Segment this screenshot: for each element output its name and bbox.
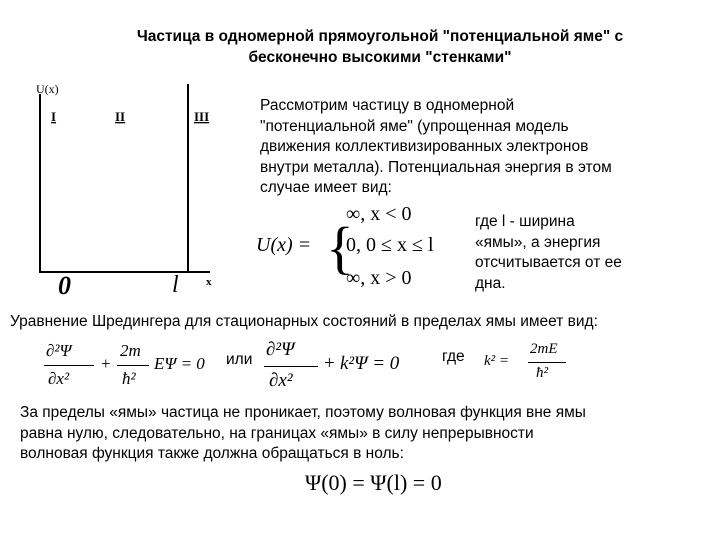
eq2-fraction-bar: [264, 366, 318, 367]
intro-line-1: Рассмотрим частицу в одномерной: [260, 97, 515, 114]
title-line-2: бесконечно высокими "стенками": [248, 49, 512, 66]
potential-case-1: ∞, x < 0: [346, 203, 412, 225]
boundary-line-2: равна нулю, следовательно, на границах «ямы» в силу непрерывности: [20, 424, 534, 442]
potential-case-2: 0, 0 ≤ x ≤ l: [346, 234, 434, 256]
origin-label: 0: [58, 271, 71, 300]
eq1-numerator-1: ∂²Ψ: [46, 341, 72, 360]
region-label-3: III: [194, 109, 210, 124]
eq1-plus: +: [101, 354, 111, 373]
eq1-denominator-1: ∂x²: [48, 369, 70, 388]
x-axis-label: x: [206, 276, 212, 288]
potential-case-3: ∞, x > 0: [346, 267, 412, 289]
intro-line-3: движения коллективизированных электронов: [260, 138, 589, 155]
eq1-fraction-bar-1: [44, 365, 94, 366]
note-line-3: отсчитывается от ее: [475, 254, 622, 271]
boundary-paragraph: [20, 403, 710, 465]
where-label: где: [442, 348, 465, 365]
note-line-1: где l - ширина: [475, 213, 575, 230]
eq1-fraction-bar-2: [117, 365, 149, 366]
boundary-line-3: волновая функция также должна обращаться в ноль:: [20, 445, 404, 462]
or-label: или: [226, 351, 253, 368]
intro-paragraph: [260, 96, 710, 199]
note-line-2: «ямы», а энергия: [475, 233, 601, 251]
eq2-plus: +: [324, 353, 335, 374]
eq3-denominator: ħ²: [536, 365, 548, 381]
boundary-equation: Ψ(0) = Ψ(l) = 0: [305, 470, 442, 495]
eq1-rest: EΨ = 0: [154, 354, 205, 373]
eq2-rest: k²Ψ = 0: [340, 353, 400, 374]
eq3-fraction-bar: [528, 362, 566, 363]
eq2-denominator: ∂x²: [269, 370, 293, 391]
potential-formula: [256, 201, 466, 301]
y-axis-label: U(x): [36, 82, 59, 96]
intro-line-5: случае имеет вид:: [260, 179, 392, 196]
intro-line-4: внутри металла). Потенциальная энергия в этом: [260, 158, 612, 176]
title-line-1: Частица в одномерной прямоугольной "потенциальной яме" с: [136, 28, 624, 45]
potential-well-diagram: [30, 76, 230, 306]
eq3-numerator: 2mE: [530, 341, 558, 357]
boundary-line-1: За пределы «ямы» частица не проникает, поэтому волновая функция вне ямы: [20, 404, 586, 421]
region-label-2: II: [115, 109, 126, 124]
eq3-lhs: k² =: [484, 353, 510, 369]
region-label-1: I: [51, 109, 57, 124]
intro-line-2: "потенциальной яме" (упрощенная модель: [260, 117, 569, 135]
page-title: [60, 26, 700, 68]
eq1-numerator-2: 2m: [120, 341, 141, 360]
note-line-4: дна.: [475, 274, 506, 292]
width-note: [475, 212, 675, 294]
eq1-denominator-2: ħ²: [122, 369, 136, 388]
width-label: l: [172, 272, 179, 298]
wave-number-equation: [484, 341, 574, 389]
eq2-numerator: ∂²Ψ: [266, 339, 295, 360]
cases-brace: {: [326, 215, 354, 280]
schrodinger-equation-2: [264, 339, 414, 395]
potential-lhs: U(x) =: [256, 234, 312, 256]
schrodinger-intro: Уравнение Шредингера для стационарных состояний в пределах ямы имеет вид:: [10, 313, 598, 330]
schrodinger-equation-1: [44, 339, 224, 395]
